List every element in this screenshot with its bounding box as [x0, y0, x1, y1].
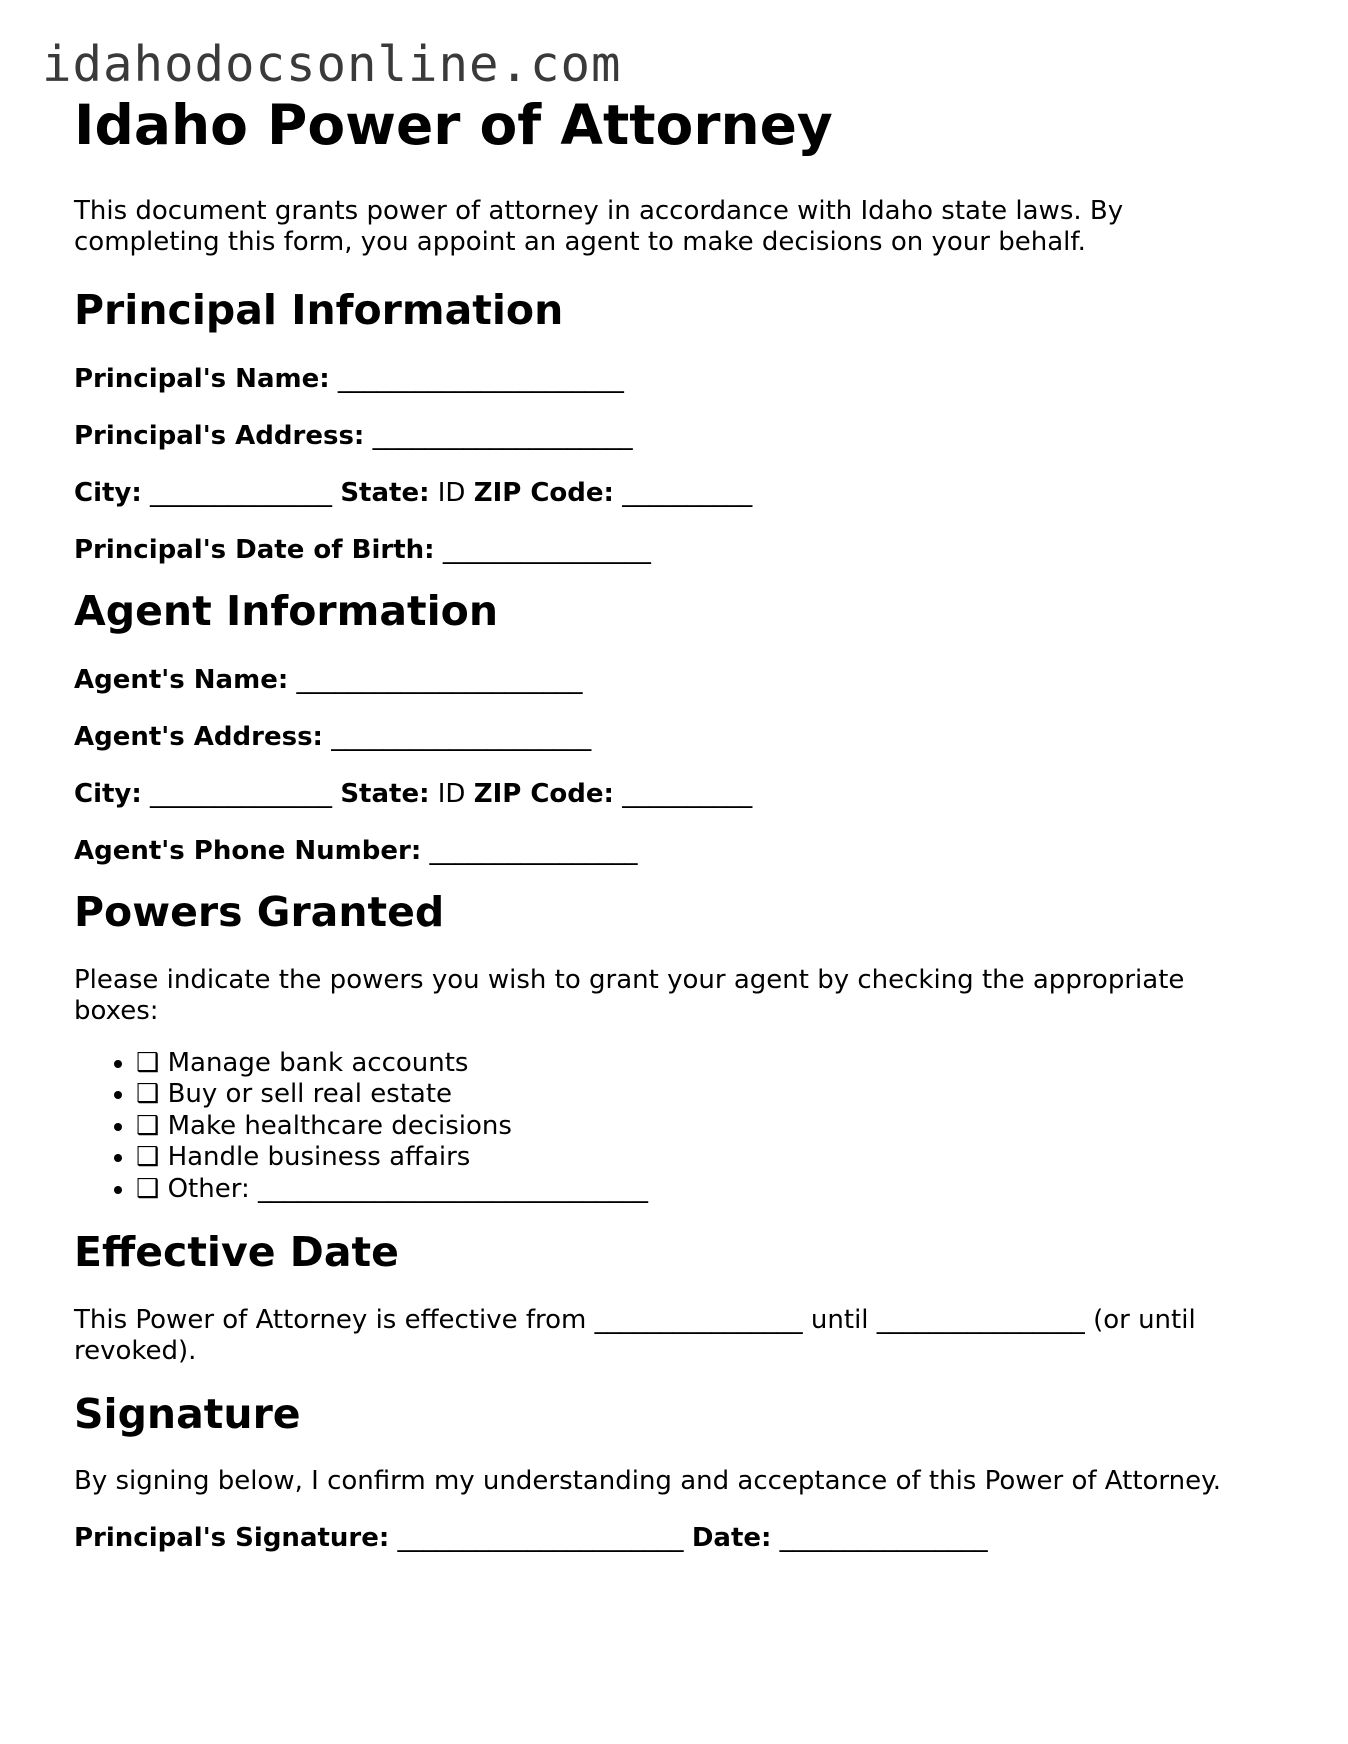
- signature-label: Principal's Signature:: [74, 1523, 390, 1554]
- agent-state-label: State:: [340, 779, 430, 810]
- agent-phone-field: [74, 836, 1274, 867]
- agent-name-field: [74, 665, 1274, 696]
- principal-heading: Principal Information: [74, 286, 564, 334]
- agent-address-blank[interactable]: ____________________: [331, 722, 592, 753]
- effective-start-blank[interactable]: ________________: [594, 1305, 803, 1336]
- principal-zip-blank[interactable]: __________: [622, 478, 753, 509]
- agent-zip-blank[interactable]: __________: [622, 779, 753, 810]
- principal-city-label: City:: [74, 478, 142, 509]
- watermark: idahodocsonline.com: [42, 36, 622, 93]
- document: [74, 92, 1274, 1554]
- principal-address-field: [74, 421, 1274, 452]
- signature-date-label: Date:: [691, 1523, 772, 1554]
- agent-name-blank[interactable]: ______________________: [296, 665, 583, 696]
- signature-confirm: By signing below, I confirm my understanding and acceptance of this Power of Attorney.: [74, 1466, 1222, 1497]
- principal-name-blank[interactable]: ______________________: [337, 364, 624, 395]
- principal-city-state-zip-field: [74, 478, 1274, 509]
- principal-dob-label: Principal's Date of Birth:: [74, 535, 435, 566]
- intro-paragraph: This document grants power of attorney in accordance with Idaho state laws. By completing this form, you appoint an agent to make decisions on your behalf.: [74, 196, 1124, 257]
- effective-end-blank[interactable]: ________________: [876, 1305, 1085, 1336]
- page-title: Idaho Power of Attorney: [74, 93, 833, 157]
- principal-city-blank[interactable]: ______________: [150, 478, 333, 509]
- agent-state-value: ID: [437, 779, 466, 810]
- agent-city-label: City:: [74, 779, 142, 810]
- power-item-business[interactable]: • ❑ Handle business affairs: [136, 1142, 1274, 1174]
- agent-city-blank[interactable]: ______________: [150, 779, 333, 810]
- principal-dob-field: [74, 535, 1274, 566]
- signature-blank[interactable]: ______________________: [397, 1523, 684, 1554]
- principal-address-label: Principal's Address:: [74, 421, 365, 452]
- agent-address-label: Agent's Address:: [74, 722, 323, 753]
- effective-text-3: (or until revoked).: [74, 1305, 1196, 1367]
- principal-zip-label: ZIP Code:: [473, 478, 614, 509]
- effective-heading: Effective Date: [74, 1228, 399, 1277]
- power-item-other[interactable]: • ❑ Other: ______________________________: [136, 1174, 1274, 1206]
- agent-phone-label: Agent's Phone Number:: [74, 836, 422, 867]
- principal-state-label: State:: [340, 478, 430, 509]
- power-item-healthcare[interactable]: • ❑ Make healthcare decisions: [136, 1111, 1274, 1143]
- powers-instructions: Please indicate the powers you wish to grant your agent by checking the appropriate boxes:: [74, 964, 1185, 1026]
- signature-heading: Signature: [74, 1390, 301, 1439]
- effective-paragraph: [74, 1305, 1274, 1367]
- principal-name-label: Principal's Name:: [74, 364, 330, 395]
- effective-text-2: until: [810, 1305, 869, 1336]
- principal-state-value: ID: [437, 478, 466, 509]
- agent-name-label: Agent's Name:: [74, 665, 289, 696]
- powers-list: [74, 1048, 1274, 1206]
- agent-phone-blank[interactable]: ________________: [429, 836, 638, 867]
- power-item-bank[interactable]: • ❑ Manage bank accounts: [136, 1048, 1274, 1080]
- power-item-real-estate[interactable]: • ❑ Buy or sell real estate: [136, 1079, 1274, 1111]
- signature-date-blank[interactable]: ________________: [779, 1523, 988, 1554]
- powers-heading: Powers Granted: [74, 888, 445, 937]
- agent-city-state-zip-field: [74, 779, 1274, 810]
- agent-address-field: [74, 722, 1274, 753]
- principal-name-field: [74, 364, 1274, 395]
- effective-text-1: This Power of Attorney is effective from: [74, 1305, 587, 1336]
- principal-dob-blank[interactable]: ________________: [442, 535, 651, 566]
- agent-heading: Agent Information: [74, 587, 499, 636]
- principal-address-blank[interactable]: ____________________: [372, 421, 633, 452]
- agent-zip-label: ZIP Code:: [473, 779, 614, 810]
- signature-field: [74, 1523, 1274, 1554]
